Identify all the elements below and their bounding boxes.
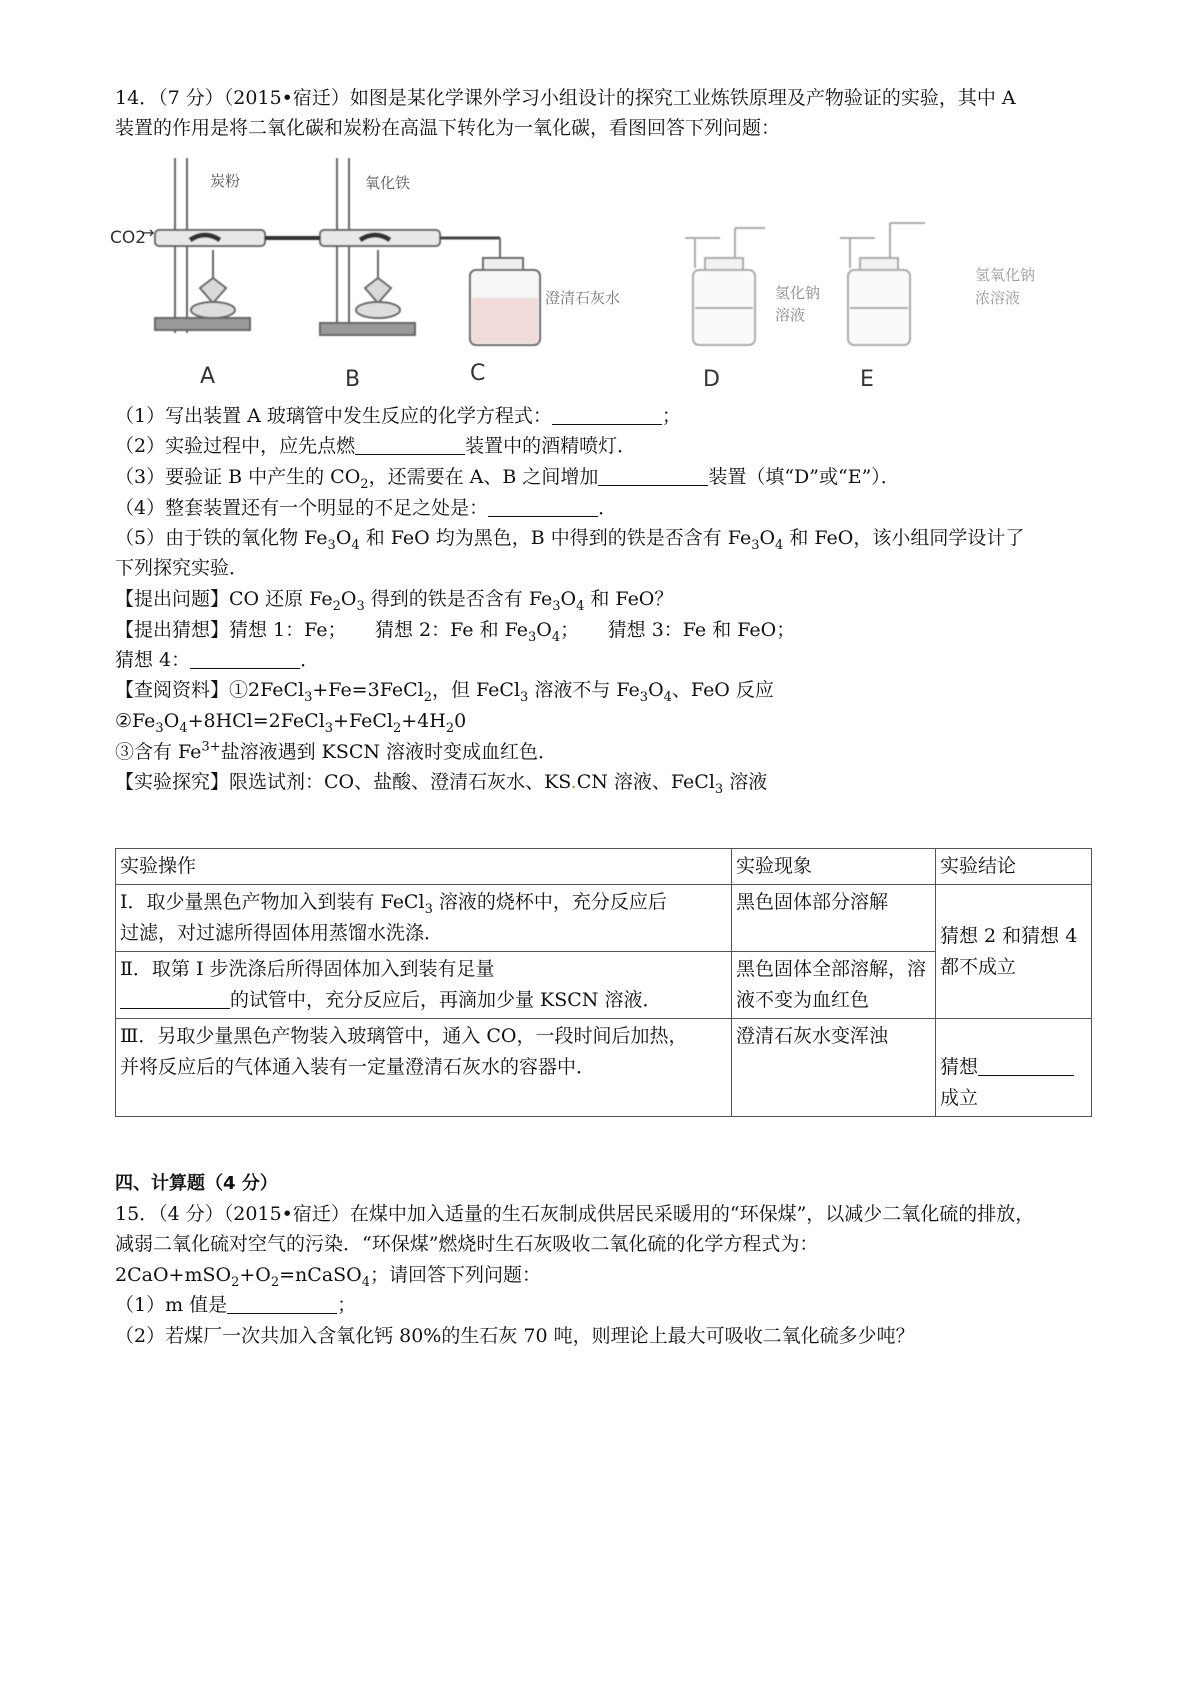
info-line-1: 【查阅资料】①2FeCl$_3$+Fe=3FeCl$_2$，但 FeCl$_3$ 溶液不与 $Fe_3O_4$、FeO 反应	[115, 679, 774, 705]
naoh-label-2: 溶液	[775, 306, 806, 324]
q14-part5: （5）由于铁的氧化物 $Fe_3O_4$ 和 FeO 均为黑色，B 中得到的铁是否含有 $Fe_3O_4$ 和 FeO，该小组同学设计了	[115, 527, 1025, 553]
answer-blank-2[interactable]	[355, 434, 465, 455]
q15-part1: （1）m 值是 ；	[115, 1294, 357, 1316]
bottle-c	[470, 258, 540, 345]
row3-observation: 澄清石灰水变浑浊	[732, 1019, 936, 1117]
answer-blank-m[interactable]	[227, 1293, 337, 1314]
header-observation: 实验现象	[732, 849, 936, 885]
experiment-table	[115, 848, 1092, 1117]
row12-conclusion: 猜想 2 和猜想 4 都不成立	[936, 885, 1092, 1019]
q14-part2: （2）实验过程中，应先点燃 装置中的酒精喷灯．	[115, 435, 637, 457]
answer-blank-guess4[interactable]	[190, 648, 300, 669]
conc-label-2: 浓溶液	[975, 289, 1021, 307]
reagents-line: 【实验探究】限选试剂：CO、盐酸、澄清石灰水、KS.CN 溶液、FeCl$_3$ 溶液	[115, 771, 768, 797]
carbon-label: 炭粉	[210, 172, 241, 190]
answer-blank-3[interactable]	[598, 465, 708, 486]
guess-line: 【提出猜想】猜想 1：Fe； 猜想 2：Fe 和 $Fe_3O_4$； 猜想 3：Fe 和 FeO；	[115, 619, 796, 645]
row2-observation: 黑色固体全部溶解，溶 液不变为血红色	[732, 952, 936, 1019]
label-e: E	[860, 367, 874, 392]
apparatus-figure	[110, 158, 1095, 428]
bottle-e	[840, 223, 925, 345]
conc-label-1: 氢氧化钠	[975, 266, 1036, 284]
q14-part3: （3）要验证 B 中产生的 $CO_2$，还需要在 A、B 之间增加 装置（填“D”或“E”）．	[115, 466, 900, 492]
row3-conclusion: 猜想 成立	[936, 1019, 1092, 1117]
co2-arrow-icon: →	[141, 223, 155, 242]
answer-blank-4[interactable]	[488, 496, 598, 517]
q14-part4: （4）整套装置还有一个明显的不足之处是： ．	[115, 497, 618, 519]
limewater-label: 澄清石灰水	[545, 289, 621, 307]
row1-observation: 黑色固体部分溶解	[732, 885, 936, 952]
label-c: C	[470, 361, 486, 386]
header-operation: 实验操作	[116, 849, 732, 885]
question-line: 【提出问题】CO 还原 $Fe_2O_3$ 得到的铁是否含有 $Fe_3O_4$ 和 FeO？	[115, 588, 674, 614]
info-line-3: ③含有 $Fe^{3+}$盐溶液遇到 KSCN 溶液时变成血红色．	[115, 739, 558, 763]
table-header-row	[116, 849, 1092, 885]
q15-line2: 减弱二氧化硫对空气的污染．“环保煤”燃烧时生石灰吸收二氧化硫的化学方程式为：	[115, 1233, 819, 1255]
row1-operation: Ⅰ．取少量黑色产物加入到装有 FeCl$_3$ 溶液的烧杯中，充分反应后 过滤，对过滤所得固体用蒸馏水洗涤．	[116, 885, 732, 952]
bottle-d	[685, 228, 765, 345]
q15-equation: $2CaO+mSO_2+O_2=nCaSO_4$；请回答下列问题：	[115, 1264, 542, 1290]
table-row	[116, 1019, 1092, 1117]
label-a: A	[200, 364, 216, 389]
answer-blank-conclusion[interactable]	[978, 1055, 1074, 1076]
table-row	[116, 885, 1092, 952]
q14-part5-cont: 下列探究实验．	[115, 557, 249, 579]
q14-header-cont: 装置的作用是将二氧化碳和炭粉在高温下转化为一氧化碳，看图回答下列问题：	[115, 117, 781, 139]
co2-label: CO2	[110, 228, 147, 248]
info-line-2: $②Fe_3O_4+8HCl=2FeCl_3+FeCl_2+4H_20$	[115, 710, 467, 736]
guess4-line: 猜想 4： ．	[115, 649, 320, 671]
section-title: 四、计算题（4 分）	[115, 1173, 278, 1194]
header-conclusion: 实验结论	[936, 849, 1092, 885]
q15-part2: （2）若煤厂一次共加入含氧化钙 80%的生石灰 70 吨，则理论上最大可吸收二氧化硫多少吨？	[115, 1325, 915, 1347]
label-d: D	[703, 367, 720, 392]
label-b: B	[345, 367, 361, 392]
naoh-label-1: 氢化钠	[775, 284, 821, 302]
row2-operation: Ⅱ．取第 I 步洗涤后所得固体加入到装有足量 的试管中，充分反应后，再滴加少量 KSCN 溶液．	[116, 952, 732, 1019]
iron-oxide-label: 氧化铁	[365, 174, 411, 192]
row3-operation: Ⅲ．另取少量黑色产物装入玻璃管中，通入 CO，一段时间后加热， 并将反应后的气体通入装有一定量澄清石灰水的容器中．	[116, 1019, 732, 1117]
q14-part1: （1）写出装置 A 玻璃管中发生反应的化学方程式： ；	[115, 405, 681, 427]
q15-line1: 15．（4 分）（2015•宿迁）在煤中加入适量的生石灰制成供居民采暖用的“环保煤”，以减少二氧化硫的排放，	[115, 1203, 1035, 1225]
answer-blank-table[interactable]	[120, 988, 230, 1009]
q14-header: 14．（7 分）（2015•宿迁）如图是某化学课外学习小组设计的探究工业炼铁原理及产物验证的实验，其中 A	[115, 87, 1016, 109]
answer-blank-1[interactable]	[552, 404, 662, 425]
